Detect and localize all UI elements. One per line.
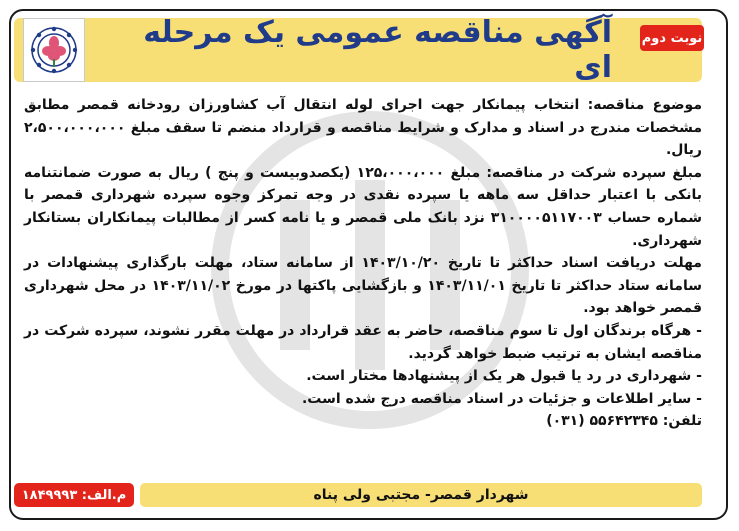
reference-number: م.الف: ۱۸۴۹۹۹۳ bbox=[14, 483, 134, 507]
tender-clause-rights: - شهرداری در رد یا قبول هر یک از پیشنهادها مختار است. bbox=[306, 368, 702, 385]
tender-deadlines: مهلت دریافت اسناد حداکثر تا تاریخ ۱۴۰۳/۱۰/۲۰ از سامانه ستاد، مهلت بارگذاری پیشنهادات در سامانه ستاد حداکثر تا تاریخ ۱۴۰۳/۱۱/۰۱ و بازگشایی پاکتها در مورخ ۱۴۰۳/۱۱/۰۲ در محل شهرداری قمصر خواهد بود. bbox=[24, 255, 702, 317]
tender-clause-winners: - هرگاه برندگان اول تا سوم مناقصه، حاضر به عقد قرارداد در مهلت مقرر نشوند، سپرده شرکت در مناقصه ایشان به ترتیب ضبط خواهد گردید. bbox=[24, 322, 702, 362]
notice-title: آگهی مناقصه عمومی یک مرحله ای bbox=[143, 15, 612, 85]
tender-subject: موضوع مناقصه: انتخاب پیمانکار جهت اجرای لوله انتقال آب کشاورزان رودخانه قمصر مطابق مشخصات مندرج در اسناد و مدارک و شرایط مناقصه و قرارداد منضم تا سقف مبلغ ۲،۵۰۰،۰۰۰،۰۰۰ ریال. bbox=[24, 97, 702, 159]
contact-phone: تلفن: ۵۵۶۴۲۳۴۵ (۰۳۱) bbox=[546, 413, 702, 430]
signature-box: شهردار قمصر- مجتبی ولی پناه bbox=[140, 483, 702, 507]
notice-body bbox=[24, 94, 702, 433]
municipality-emblem-icon bbox=[23, 18, 85, 82]
tender-deposit: مبلغ سپرده شرکت در مناقصه: مبلغ ۱۲۵،۰۰۰،۰۰۰ (یکصدوبیست و پنج ) ریال به صورت ضمانتنامه بانکی با اعتبار حداقل سه ماهه یا سپرده نقدی در وجه تمرکز وجوه سپرده شهرداری قمصر با شماره حساب ۳۱۰۰۰۰۵۱۱۷۰۰۳ نزد بانک ملی قمصر و یا نامه کسر از مطالبات پیمانکاران بستانکار شهرداری. bbox=[24, 164, 702, 249]
edition-badge: نوبت دوم bbox=[640, 25, 704, 51]
tender-clause-info: - سایر اطلاعات و جزئیات در اسناد مناقصه درج شده است. bbox=[301, 390, 702, 407]
